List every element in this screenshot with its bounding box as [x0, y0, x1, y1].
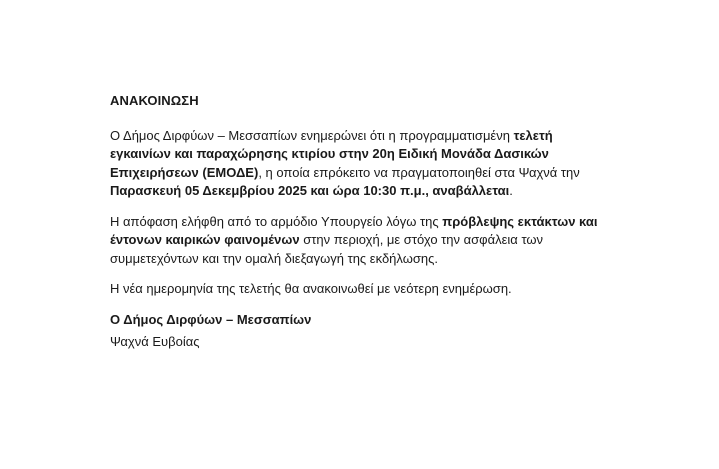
p2-bold-weather: πρόβλεψης εκτάκτων και έντονων καιρικών φαινομένων — [110, 213, 598, 247]
announcement-heading: ΑΝΑΚΟΙΝΩΣΗ — [110, 93, 199, 108]
p1-bold-ceremony: τελετή εγκαινίων και παραχώρησης κτιρίου στην 20η Ειδική Μονάδα Δασικών Επιχειρήσεων (ΕΜΟΔΕ) — [110, 127, 553, 180]
announcement-document — [110, 92, 610, 352]
paragraph-ceremony-postponed — [110, 127, 610, 201]
p2-text-2: στην περιοχή, με στόχο την ασφάλεια των συμμετεχόντων και την ομαλή διεξαγωγή της εκδήλωσης. — [110, 232, 544, 266]
p1-text-3: . — [509, 183, 513, 198]
signature-place: Ψαχνά Ευβοίας — [110, 334, 200, 349]
p1-text-2: , η οποία επρόκειτο να πραγματοποιηθεί στα Ψαχνά την — [258, 164, 580, 180]
p1-text-1: Ο Δήμος Διρφύων – Μεσσαπίων ενημερώνει ότι η προγραμματισμένη — [110, 127, 514, 143]
p1-bold-date: Παρασκευή 05 Δεκεμβρίου 2025 και ώρα 10:30 π.μ., αναβάλλεται — [110, 183, 510, 198]
paragraph-reason — [110, 213, 610, 269]
signature-municipality: Ο Δήμος Διρφύων – Μεσσαπίων — [110, 311, 312, 327]
paragraph-new-date: Η νέα ημερομηνία της τελετής θα ανακοινωθεί με νεότερη ενημέρωση. — [110, 281, 512, 296]
p2-text-1: Η απόφαση ελήφθη από το αρμόδιο Υπουργείο λόγω της — [110, 213, 443, 229]
